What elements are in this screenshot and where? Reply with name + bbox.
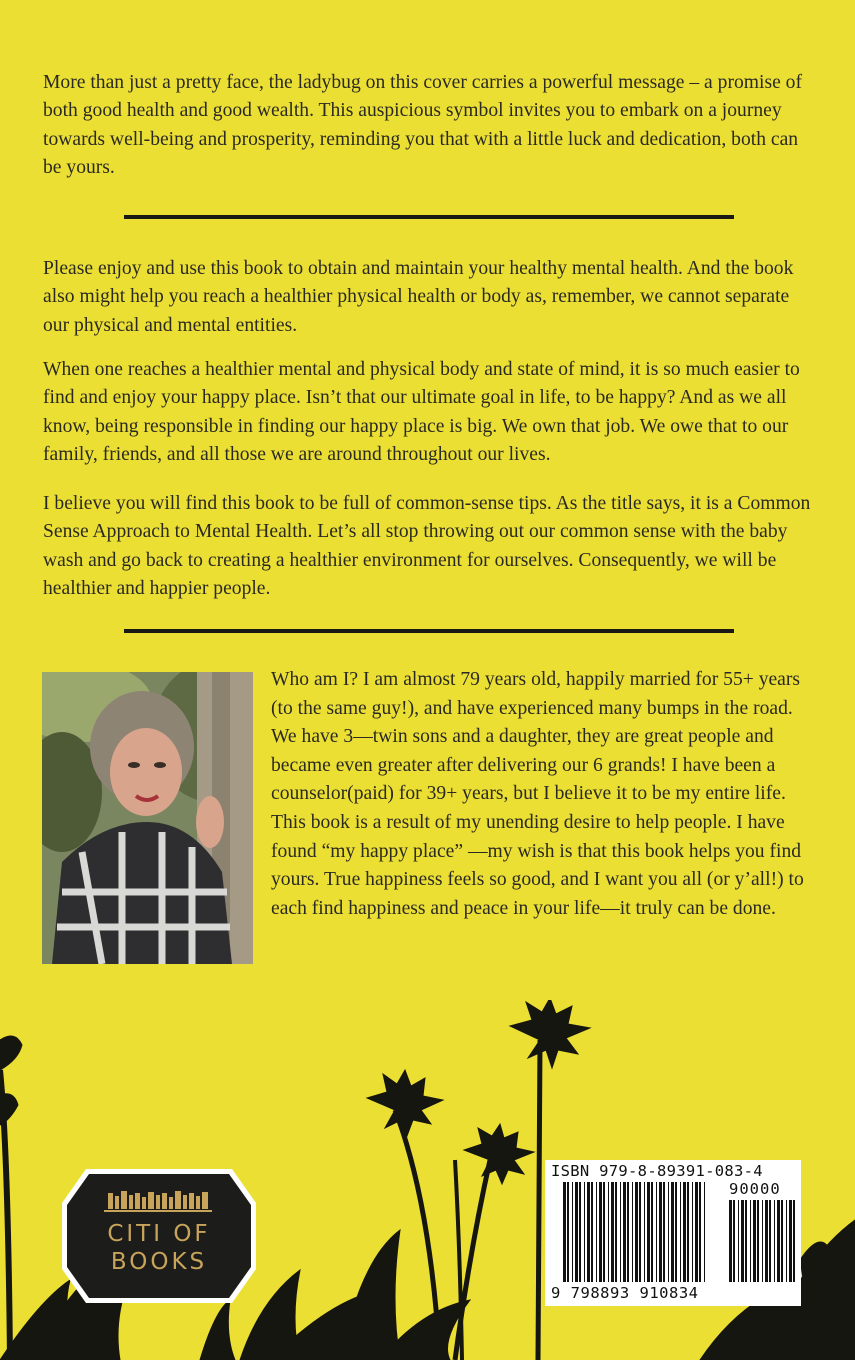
barcode-bar [632, 1182, 633, 1282]
barcode-bar [687, 1182, 689, 1282]
barcode-bar [753, 1200, 756, 1282]
barcode-bar [651, 1182, 653, 1282]
barcode-bar [765, 1200, 768, 1282]
barcode-bar [745, 1200, 747, 1282]
barcode-bar [603, 1182, 605, 1282]
barcode-bar [692, 1182, 693, 1282]
barcode-bar [733, 1200, 735, 1282]
author-photo [42, 672, 253, 964]
barcode-bar [584, 1182, 585, 1282]
body-paragraph: I believe you will find this book to be full of common-sense tips. As the title says, it is a Common Sense Approach to Mental Health. Let’s all stop throwing out our common sense with the baby wash and go back to creating a healthier environment for ourselves. Consequently, we will be healthier and happier people. [43, 493, 811, 600]
barcode-bar [729, 1200, 732, 1282]
publisher-name-line2: BOOKS [110, 1249, 208, 1275]
barcode-bar [671, 1182, 674, 1282]
barcode-bar [563, 1182, 566, 1282]
barcode-bar [680, 1182, 681, 1282]
barcode-bar [639, 1182, 641, 1282]
barcode-bar [656, 1182, 657, 1282]
divider-line [124, 215, 734, 219]
barcode-bar [741, 1200, 744, 1282]
barcode-bar [769, 1200, 771, 1282]
barcode-bar [615, 1182, 617, 1282]
barcode-bar [738, 1200, 739, 1282]
barcode-bar [683, 1182, 686, 1282]
barcode-bar [596, 1182, 597, 1282]
barcode-bar [695, 1182, 698, 1282]
barcode-bar [774, 1200, 775, 1282]
barcode-bar [627, 1182, 629, 1282]
barcode-bar [762, 1200, 763, 1282]
barcode-bar [793, 1200, 795, 1282]
ean-digits: 9 798893 910834 [551, 1284, 699, 1302]
price-code: 90000 [729, 1180, 781, 1198]
barcode-bar [699, 1182, 701, 1282]
divider-line [124, 629, 734, 633]
barcode-bar [608, 1182, 609, 1282]
barcode-bar [781, 1200, 783, 1282]
barcode-bar [623, 1182, 626, 1282]
intro-paragraph: More than just a pretty face, the ladybug on this cover carries a powerful message – a promise of both good health and good wealth. This auspicious symbol invites you to embark on a journey towards well-being and prosperity, reminding you that with a little luck and dedication, both can be yours. [43, 72, 802, 179]
barcode-bar [591, 1182, 593, 1282]
publisher-logo [58, 1163, 260, 1309]
barcode-bar [675, 1182, 677, 1282]
isbn-barcode [545, 1160, 801, 1306]
barcode-bar [611, 1182, 614, 1282]
barcode-bar [757, 1200, 759, 1282]
barcode-bar [668, 1182, 669, 1282]
barcode-bar [750, 1200, 751, 1282]
barcode-bar [786, 1200, 787, 1282]
barcode-bar [635, 1182, 638, 1282]
barcode-bar [575, 1182, 578, 1282]
barcode-bar [599, 1182, 602, 1282]
barcode-bar [789, 1200, 792, 1282]
barcode-bar [587, 1182, 590, 1282]
barcode-bar [659, 1182, 662, 1282]
isbn-label: ISBN 979-8-89391-083-4 [551, 1162, 763, 1180]
barcode-bar [567, 1182, 569, 1282]
barcode-bar [777, 1200, 780, 1282]
barcode-bar [572, 1182, 573, 1282]
barcode-bar [704, 1182, 705, 1282]
barcode-bar [644, 1182, 645, 1282]
barcode-bar [579, 1182, 581, 1282]
publisher-name-line1: CITI OF [107, 1221, 211, 1247]
barcode-bar [620, 1182, 621, 1282]
body-paragraph: Please enjoy and use this book to obtain and maintain your healthy mental health. And the book also might help you reach a healthier physical health or body as, remember, we cannot separate our physical and mental entities. [43, 258, 794, 336]
barcode-bar [647, 1182, 650, 1282]
author-bio: Who am I? I am almost 79 years old, happily married for 55+ years (to the same guy!), and have experienced many bumps in the road. We have 3—twin sons and a daughter, they are great people and became even greater after delivering our 6 grands! I have been a counselor(paid) for 39+ years, but I believe it to be my entire life. This book is a result of my unending desire to help people. I have found “my happy place” —my wish is that this book helps you find yours. True happiness feels so good, and I want you all (or y’all!) to each find happiness and peace in your life—it truly can be done. [271, 669, 804, 919]
body-paragraph: When one reaches a healthier mental and physical body and state of mind, it is so much easier to find and enjoy your happy place. Isn’t that our ultimate goal in life, to be happy? And as we all know, being responsible in finding our happy place is big. We own that job. We owe that to our family, friends, and all those we are around throughout our lives. [43, 359, 800, 466]
barcode-bar [663, 1182, 665, 1282]
